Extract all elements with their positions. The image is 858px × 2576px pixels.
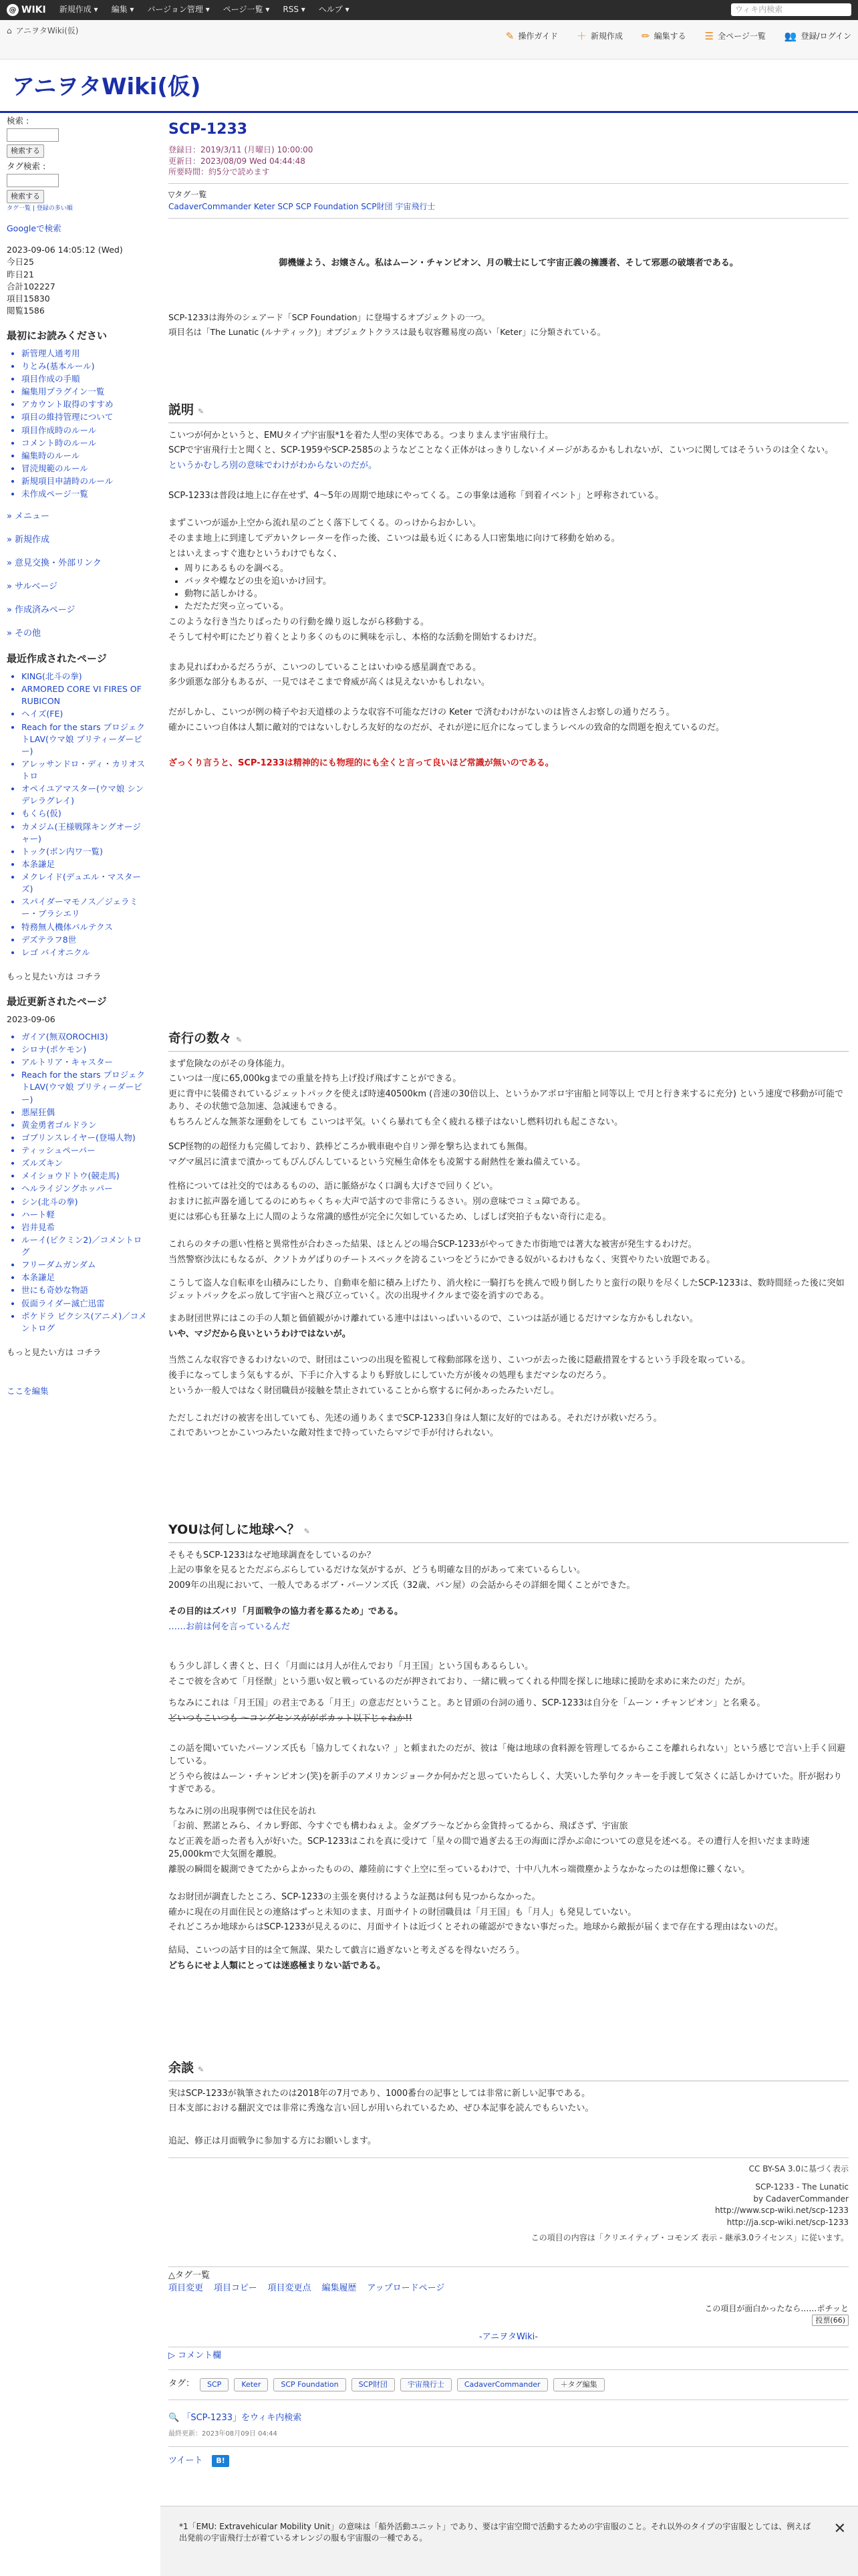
guide-icon: ✎ — [505, 30, 515, 42]
section-miracle — [168, 1030, 849, 1443]
list-item: • 動物に話しかける。 — [184, 588, 849, 601]
all-pages-button[interactable]: ☰ 全ページ一覧 — [705, 29, 766, 44]
intro-line: 項目名は「The Lunatic (ルナティック)」オブジェクトクラスは最も収容難易度の高い「Keter」に分類されている。 — [168, 327, 606, 338]
sidebar-section-other[interactable]: » その他 — [7, 628, 41, 638]
paragraph: もう少し詳しく書くと、曰く「月面には月人が住んでおり「月王国」という国もあるらしい。 — [168, 1661, 534, 1671]
paragraph: 離脱の瞬間を観測できてたからよかったものの、離陸前にすぐ上空に至っているわけで、十中八九木っ端微塵かようなかなったのは想像に難くない。 — [168, 1864, 750, 1875]
recent-updated-item[interactable]: • メイショウドトウ(競走馬) — [21, 1170, 147, 1182]
google-search-link[interactable]: Googleで検索 — [7, 223, 61, 234]
edit-sidebar-link[interactable]: ここを編集 — [7, 1386, 49, 1397]
sidebar — [7, 114, 147, 1397]
double-chevron-icon: » — [7, 511, 12, 522]
paragraph: そうして村や町にたどり着くとより多くのものに興味を示し、本格的な活動を開始するわけだ。 — [168, 632, 543, 642]
paragraph: こうして盗人な自転車を山積みにしたり、自動車を船に積み上げたり、消火栓に一騎打ちを挑んで殴り倒したりと蛮行の限りを尽くしたSCP-1233は、数時間経った後に突如ジェットパックをぶっ放して宇宙へと飛び立っていく。次の出現サイクルまで姿を消すのである。 — [168, 1278, 845, 1301]
recent-updated-item[interactable]: • 黄金勇者ゴルドラン — [21, 1119, 147, 1131]
recent-created-item[interactable]: • レゴ バイオニクル — [21, 947, 147, 959]
paragraph: まあ見ればわかるだろうが、こいつのしていることはいわゆる感星調査である。 — [168, 662, 482, 673]
plus-icon: ＋ — [577, 30, 587, 42]
recent-created-item[interactable]: • 本条謙足 — [21, 858, 147, 870]
paragraph: おまけに拡声器を通してるのにめちゃくちゃ大声で話すので非常にうるさい。別の意味でコミュ障である。 — [168, 1197, 585, 1207]
section-heading: YOUは何しに地球へ？ ✎ — [168, 1521, 849, 1543]
paragraph: 上記の事象を見るとただぶらぶらしているだけな気がするが、どうも明確な目的があって来ているらしい。 — [168, 1565, 585, 1576]
recent-updated-item[interactable]: • ルーイ(ピクミン2)／コメントログ — [21, 1234, 147, 1258]
recent-updated-item[interactable]: • ゴブリンスレイヤー(登場人物) — [21, 1132, 147, 1144]
paragraph: 実はSCP-1233が執筆されたのは2018年の7月であり、1000番台の記事としては非常に新しい記事である。 — [168, 2088, 591, 2099]
paragraph: それどころか地球からはSCP-1233が見えるのに、月面サイトは近づくとそれの確認ができない事だった。地球から敵振が届くまで存在する理由はないのだ。 — [168, 1922, 783, 1933]
tweet-button[interactable]: ツイート — [168, 2455, 203, 2466]
wiki-logo[interactable]: @ WIKI — [0, 3, 53, 17]
count-yesterday: 昨日21 — [7, 269, 34, 279]
paragraph: 性格については社交的ではあるものの、語に脈絡がなく口調も大げさで回りくどい。 — [168, 1181, 498, 1192]
recent-updated-item[interactable]: • アルトリア・キャスター — [21, 1056, 147, 1068]
comment-toggle[interactable]: ▷ コメント欄 — [168, 2347, 849, 2363]
double-chevron-icon: » — [7, 628, 12, 638]
recent-updated-item[interactable]: • 仮面ライダー滅亡迅雷 — [21, 1298, 147, 1310]
paragraph: もちろんどんな無茶な運動をしても こいつは平気。いくら暴れても全く疲れる様子はないし燃料切れも起こさない。 — [168, 1117, 623, 1127]
paragraph: 当然こんな収容できるわけないので、財団はこいつの出現を監視して稼動部隊を送り、こいつが去った後に隠蔽措置をするという手段を取っている。 — [168, 1355, 750, 1366]
sidebar-section-salvage[interactable]: » サルベージ — [7, 581, 58, 592]
paragraph: 追記、修正は月面戦争に参加する方にお願いします。 — [168, 2136, 376, 2147]
sidebar-section-new[interactable]: » 新規作成 — [7, 535, 49, 546]
recent-updated-item[interactable]: • ハート軽 — [21, 1209, 147, 1221]
first-read-item[interactable]: • アカウント取得のすすめ — [21, 398, 147, 411]
user-icon: 👥 — [784, 30, 797, 42]
section-extra — [168, 2059, 849, 2244]
list-icon: ☰ — [704, 30, 714, 42]
recent-updated-item[interactable]: • 世にも奇妙な物語 — [21, 1284, 147, 1296]
tag-list-link[interactable]: タグ一覧 | 登録の多い順 — [7, 205, 73, 213]
tag-button[interactable]: SCP — [200, 2378, 229, 2391]
recent-created-item[interactable]: • ヘイズ(FE) — [21, 708, 147, 720]
first-read-item[interactable]: • 編集時のルール — [21, 450, 147, 462]
footnote-text: *1「EMU: Extravehicular Mobility Unit」の意味は「船外活動ユニット」であり、要は宇宙空間で活動するための宇宙服のこと。それ以外のタイプの宇宙服としては、例えば出発前の宇宙飛行士が着ているオレンジの服も宇宙服の一種である。 — [179, 2522, 811, 2543]
paragraph: というかむしろ別の意味でわけがわからないのだが。 — [168, 461, 378, 471]
sidebar-search-input[interactable] — [7, 128, 59, 142]
tag-search-button[interactable]: 検索する — [7, 190, 44, 203]
sidebar-section-menu[interactable]: » メニュー — [7, 511, 49, 522]
recent-created-item[interactable]: • ARMORED CORE VI FIRES OF RUBICON — [21, 683, 147, 707]
double-chevron-icon: » — [7, 558, 12, 568]
first-read-item[interactable]: • 未作成ページ一覧 — [21, 488, 147, 500]
item-diff-link[interactable]: 項目変更点 — [267, 2282, 311, 2293]
vote-button[interactable]: 投票(66) — [812, 2315, 849, 2326]
tag-bar — [168, 2369, 849, 2391]
section-heading: 余談 ✎ — [168, 2059, 849, 2081]
paragraph: こいつは一度に65,000kgまでの重量を持ち上げ投げ飛ばすことができる。 — [168, 1074, 462, 1084]
first-read-item[interactable]: • 新管理人通考用 — [21, 348, 147, 360]
paragraph: マグマ風呂に漬まで漬かってもぴんぴんしているという究極生命体をも凌駕する耐熱性を兼ね備えている。 — [168, 1157, 586, 1167]
item-copy-link[interactable]: 項目コピー — [214, 2282, 257, 2293]
footnote-popup — [160, 2506, 858, 2576]
breadcrumb[interactable]: ⌂ アニヲタWiki(仮) — [7, 25, 79, 37]
paragraph: こいつが何かというと、EMUタイプ宇宙服*1を着た人型の実体である。つまりまんま宇宙飛行士。 — [168, 430, 554, 441]
paragraph: とはいえまっすぐ進むというわけでもなく、 — [168, 548, 342, 559]
more-created-link[interactable]: もっと見たい方は コチラ — [7, 971, 102, 981]
sidebar-section-created[interactable]: » 作成済みページ — [7, 604, 76, 615]
paragraph: 更に背中に装備されているジェットパックを使えば時速40500km (音速の30倍以上、というかアポロ宇宙船と同等以上 で月と行き来するに充分) という速度で移動が可能であり、その状態で急加速、急減速もできる。 — [168, 1089, 844, 1113]
sidebar-section-links[interactable]: » 意見交換・外部リンク — [7, 558, 102, 568]
recent-updated-item[interactable]: • ティッシュペーパー — [21, 1145, 147, 1157]
vote-prompt: この項目が面白かったなら……ポチッと — [704, 2303, 849, 2313]
tag-button[interactable]: 宇宙飛行士 — [400, 2378, 452, 2391]
first-read-heading: 最初にお読みください — [7, 330, 108, 342]
source-link[interactable]: http://ja.scp-wiki.net/scp-1233 — [726, 2217, 849, 2227]
paragraph: このような行き当たりばったりの行動を繰り返しながら移動する。 — [168, 616, 430, 627]
recent-created-item[interactable]: • もくら(仮) — [21, 808, 147, 820]
recent-created-item[interactable]: • 特務無人機体パルテクス — [21, 921, 147, 933]
section-heading: 説明 ✎ — [168, 401, 849, 423]
first-read-item[interactable]: • 新規項目申請時のルール — [21, 475, 147, 487]
tag-list-line[interactable]: CadaverCommander Keter SCP SCP Foundation SCP財団 宇宙飛行士 — [168, 201, 436, 211]
first-read-item[interactable]: • 冒涜規範のルール — [21, 463, 147, 475]
paragraph: そこで彼を含めて「月怪獣」という悪い奴と戦っているのだが押されており、一緒に戦ってくれる仲間を探しに地球に援助を求めに来たのだ」たが。 — [168, 1676, 751, 1687]
paragraph: 後手になってしまう気もするが、下手に介入するよりも野放しにしていた方が後々の処理もまだマシなのだろう。 — [168, 1370, 612, 1381]
updated-date: 更新日：2023/08/09 Wed 04:44:48 — [168, 156, 305, 166]
wiki-search-row[interactable]: 🔍 「SCP-1233」をウィキ内検索 — [168, 2399, 849, 2425]
site-subnav — [0, 20, 858, 60]
first-read-item[interactable]: • りとみ(基本ルール) — [21, 360, 147, 372]
upload-page-link[interactable]: アップロードページ — [367, 2282, 445, 2293]
page-title: SCP-1233 — [168, 121, 248, 138]
bookmark-button[interactable]: B! — [212, 2455, 229, 2467]
paragraph: そもそもSCP-1233はなぜ地球調査をしているのか？ — [168, 1550, 376, 1560]
paragraph: そのまま地上に到達してデカいクレーターを作った後、こいつは最も近くにある人口密集地に向けて移動を始める。 — [168, 533, 620, 544]
source-link[interactable]: http://www.scp-wiki.net/scp-1233 — [714, 2206, 849, 2216]
paragraph: だがしかし、こいつが例の椅子やお天道様のような収容不可能なだけの Keter で済むわけがないのは皆さんお察しの通りだろう。 — [168, 707, 675, 718]
license-line: by CadaverCommander — [753, 2194, 849, 2204]
recent-updated-item[interactable]: • ポケドラ ピクシス(アニメ)／コメントログ — [21, 1310, 147, 1334]
recent-updated-item[interactable]: • ガイア(無双OROCHI3) — [21, 1031, 147, 1043]
intro-line: SCP-1233は海外のシェアード「SCP Foundation」に登場するオブジェクトの一つ。 — [168, 312, 490, 322]
edit-section-icon[interactable]: ✎ — [198, 407, 204, 416]
behavior-list — [168, 563, 849, 613]
recent-created-heading: 最近作成されたページ — [7, 653, 107, 665]
recent-updated-item[interactable]: • シン(北斗の拳) — [21, 1196, 147, 1208]
section-why — [168, 1521, 849, 1976]
paragraph: この話を聞いていたパーソンズ氏も「協力してくれない？」と頼まれたのだが、彼は「俺は地球の食料源を管理してるからここを離れられない」という感じで言い上手く回避している。 — [168, 1744, 846, 1766]
tag-button[interactable]: Keter — [234, 2378, 268, 2391]
opening-quote: 御機嫌よう、お嬢さん。私はムーン・チャンピオン、月の戦士にして宇宙正義の擁護者、そして邪悪の破壊者である。 — [279, 258, 738, 269]
recent-created-item[interactable]: • Reach for the stars プロジェクトLAV(ウマ娘 プリティーダービー) — [21, 721, 147, 757]
recent-updated-item[interactable]: • 悪屋狂偶 — [21, 1106, 147, 1119]
paragraph: 確かにこいつ自体は人類に敵対的ではないしむしろ友好的なのだが、それが逆に厄介になってしまうレベルの致命的な問題を抱えているのだ。 — [168, 723, 725, 733]
paragraph: ……お前は何を言っているんだ — [168, 1621, 291, 1632]
count-items: 項目15830 — [7, 293, 50, 304]
paragraph: どうやら彼はムーン・チャンピオン(笑)を新手のアメリカンジョークか何かだと思っていたらしく、大笑いした挙句クッキーを手渡して気さくに話しかけていた。肝が据わりすぎである。 — [168, 1771, 843, 1794]
tag-label: タグ： — [168, 2379, 195, 2389]
paragraph: ちなみに別の出現事例では住民を訪れ — [168, 1806, 317, 1817]
article-main — [168, 114, 849, 341]
item-change-link[interactable]: 項目変更 — [168, 2282, 204, 2293]
reading-time: 所要時間：約5分で読めます — [168, 167, 270, 177]
paragraph: なお財団が調査したところ、SCP-1233の主張を裏付けるような証拠は何も見つからなかった。 — [168, 1891, 541, 1902]
edit-history-link[interactable]: 編集履歴 — [321, 2282, 357, 2293]
paragraph: 当然警察沙汰にもなるが、クソトカゲばりのチートスペックを誇るこいつをどうにかできる奴がいるわけもなく、実質やりたい放題である。 — [168, 1254, 716, 1265]
paragraph: 結局、こいつの話す目的は全て無謀、果たして戯言に過ぎないと考えざるを得ないだろう。 — [168, 1946, 525, 1956]
edit-section-icon[interactable]: ✎ — [236, 1036, 243, 1044]
paragraph: 「お前、黙諾とみら、イカレ野郎、今すぐでも構わねぇよ。金ダブラ〜などから金貨持ってるから、飛ばさず、宇宙旅 — [168, 1821, 628, 1832]
recent-created-item[interactable]: • アレッサンドロ・ディ・カリオストロ — [21, 758, 147, 782]
paragraph: 多少頭悪な部分もあるが、一見ではそこまで脅威が高くは見えないかもしれない。 — [168, 677, 490, 688]
menu-edit[interactable]: 編集 ▾ — [111, 5, 134, 15]
paragraph: 確かに現在の月面住民との連絡はずっと未知のまま、月面サイトの財団職員は「月王国」も「月人」も発見していない。 — [168, 1907, 637, 1917]
list-item: • バッタや蝶などの虫を追いかけ回す。 — [184, 576, 849, 588]
license-line: CC BY-SA 3.0に基づく表示 — [748, 2164, 849, 2174]
tag-search-label: タグ検索 : — [7, 161, 46, 172]
home-icon: ⌂ — [7, 26, 12, 35]
recent-created-item[interactable]: • スパイダーマモノス／ジェラミー・ブラシエリ — [21, 896, 147, 920]
close-icon[interactable]: ✕ — [833, 2521, 846, 2537]
bottom-tag-toggle[interactable]: △タグ一覧 — [168, 2270, 210, 2280]
title-bar — [0, 59, 858, 113]
recent-updated-item[interactable]: • Reach for the stars プロジェクトLAV(ウマ娘 プリティーダービー) — [21, 1069, 147, 1105]
paragraph: など正義を語った者も入が好いた。SCP-1233はこれを真に受けて「星々の間で過ぎ去る王の海面に浮かぶ命についての意見を述べる。その遭行人を担いだまま時速25,000kmで大気圏を離脱。 — [168, 1837, 810, 1860]
paragraph: SCP怪物的の超怪力も完備しており、鉄棒どころか戦車砲や自リン弾を撃ち込まれても無傷。 — [168, 1141, 533, 1152]
tag-edit-button[interactable]: ＋タグ編集 — [553, 2378, 605, 2391]
menu-rss[interactable]: RSS ▾ — [283, 5, 305, 15]
recent-updated-list — [7, 1031, 147, 1334]
paragraph: SCPで宇宙飛行士と聞くと、SCP-1959やSCP-2585のようなどことなく正体がはっきりしないイメージがあるかもしれないが、こいつに関してはそういうのは全くない。 — [168, 445, 834, 456]
tag-button[interactable]: SCP Foundation — [273, 2378, 345, 2391]
bottom-tools — [168, 2266, 849, 2468]
paragraph: その目的はズバリ「月面戦争の協力者を募るため」である。 — [168, 1607, 404, 1617]
logo-icon: @ — [7, 4, 19, 16]
paragraph: ただしこれだけの被害を出していても、先述の通りあくまでSCP-1233自身は人類に友好的ではある。それだけが救いだろう。 — [168, 1413, 662, 1423]
more-updated-link[interactable]: もっと見たい方は コチラ — [7, 1346, 102, 1357]
wiki-search-input[interactable]: ウィキ内検索 — [731, 3, 851, 16]
recent-updated-heading: 最近更新されたページ — [7, 996, 107, 1008]
menu-pages[interactable]: ページ一覧 ▾ — [223, 5, 270, 15]
section-explain — [168, 401, 849, 773]
first-read-item[interactable]: • 編集用プラグイン一覧 — [21, 386, 147, 398]
recent-updated-item[interactable]: • フリーダムガンダム — [21, 1259, 147, 1271]
paragraph: 日本支部における翻訳文では非常に秀逸な言い回しが用いられているため、ぜひ本記事を読んでもらいたい。 — [168, 2103, 594, 2114]
paragraph: これらのタチの悪い性格と異常性が合わさった結果、ほとんどの場合SCP-1233がやってきた市街地では著大な被害が発生するわけだ。 — [168, 1239, 697, 1250]
recent-updated-date: 2023-09-06 — [7, 1014, 55, 1024]
menu-version[interactable]: バージョン管理 ▾ — [147, 5, 210, 15]
recent-updated-item[interactable]: • ズルズキン — [21, 1157, 147, 1169]
site-footer-link[interactable]: -アニヲタWiki- — [479, 2331, 538, 2342]
last-updated: 最終更新：2023年08月09日 04:44 — [168, 2430, 277, 2438]
paragraph: まず危険なのがその身体能力。 — [168, 1058, 291, 1069]
edit-section-icon[interactable]: ✎ — [303, 1527, 310, 1536]
tag-list-toggle[interactable]: ▽タグ一覧 — [168, 190, 207, 200]
recent-updated-item[interactable]: • 本条謙足 — [21, 1272, 147, 1284]
tag-button[interactable]: CadaverCommander — [457, 2378, 548, 2391]
recent-updated-item[interactable]: • シロナ(ポケモン) — [21, 1044, 147, 1056]
recent-created-item[interactable]: • メクレイド(デュエル・マスターズ) — [21, 871, 147, 895]
paragraph: ちなみにこれは「月王国」の君主である「月王」の意志だということ。あと冒頭の台詞の通り、SCP-1233は自分を「ムーン・チャンピオン」と名乗る。 — [168, 1698, 766, 1709]
list-item: • ただただ突っ立っている。 — [184, 601, 849, 614]
paragraph: どいつもこいつも ～コングセンスががポカット以下じゃねか!! — [168, 1714, 412, 1724]
guide-button[interactable]: ✎ 操作ガイド — [506, 29, 558, 44]
current-date: 2023-09-06 14:05:12 (Wed) — [7, 245, 123, 255]
recent-updated-item[interactable]: • ヘルライジングホッパー — [21, 1183, 147, 1195]
paragraph: SCP-1233は普段は地上に存在せず、4〜5年の周期で地球にやってくる。この事象は通称「到着イベント」と呼称されている。 — [168, 491, 664, 501]
paragraph: というか一般人ではなく財団職員が接触を禁止されていることから察するに何かあったみたいだし。 — [168, 1385, 559, 1396]
edit-section-icon[interactable]: ✎ — [198, 2065, 204, 2074]
menu-help[interactable]: ヘルプ ▾ — [318, 5, 349, 15]
double-chevron-icon: » — [7, 535, 12, 546]
first-read-item[interactable]: • 項目作成時のルール — [21, 425, 147, 437]
search-label: 検索 : — [7, 116, 29, 126]
login-button[interactable]: 👥 登録/ログイン — [784, 29, 851, 44]
edit-button[interactable]: ✏ 編集する — [641, 29, 686, 44]
new-page-button[interactable]: ＋ 新規作成 — [577, 29, 623, 44]
first-read-item[interactable]: • コメント時のルール — [21, 437, 147, 449]
sidebar-search-button[interactable]: 検索する — [7, 144, 44, 158]
double-chevron-icon: » — [7, 604, 12, 615]
count-total: 合計102227 — [7, 281, 55, 291]
pencil-icon: ✏ — [641, 30, 650, 42]
count-today: 今日25 — [7, 257, 34, 267]
tag-search-input[interactable] — [7, 174, 59, 187]
paragraph: まあ財団世界にはこの手の人類と価値観がかけ離れている連中ははいっぱいいるので、こいつは話が通じるだけマシな方かもしれない。 — [168, 1314, 698, 1324]
recent-created-item[interactable]: • KING(北斗の拳) — [21, 671, 147, 683]
site-title[interactable]: アニヲタWiki(仮) — [12, 74, 201, 100]
recent-created-item[interactable]: • トック(ボン内ワ一覧) — [21, 846, 147, 858]
paragraph: これであいつとかこいつみたいな敵対性まで持っていたらマジで手が付けられない。 — [168, 1428, 499, 1439]
paragraph: どちらにせよ人類にとっては迷惑極まりない話である。 — [168, 1961, 386, 1972]
recent-created-item[interactable]: • デズテラフ8世 — [21, 934, 147, 946]
search-icon: 🔍 — [168, 2412, 180, 2423]
double-chevron-icon: » — [7, 581, 12, 592]
paragraph: まずこいつが遥か上空から流れ星のごとく落下してくる。のっけからおかしい。 — [168, 517, 481, 528]
first-read-list — [7, 348, 147, 501]
paragraph: 更には邪心も狂暴な上に人間のような常識的感性が完全に欠如しているため、しばしば突拍子もない奇行に走る。 — [168, 1212, 611, 1223]
first-read-item[interactable]: • 項目の維持管理について — [21, 411, 147, 423]
count-views: 閲覧1586 — [7, 305, 45, 316]
recent-created-list — [7, 671, 147, 959]
list-item: • 周りにあるものを調べる。 — [184, 563, 849, 576]
recent-updated-item[interactable]: • 岩井見希 — [21, 1221, 147, 1234]
registered-date: 登録日：2019/3/11 (月曜日) 10:00:00 — [168, 144, 313, 154]
recent-created-item[interactable]: • オペイユアマスター(ウマ娘 シンデレラグレイ) — [21, 783, 147, 807]
section-heading: 奇行の数々 ✎ — [168, 1030, 849, 1052]
paragraph: ざっくり言うと、SCP-1233は精神的にも物理的にも全くと言って良いほど常識が無いのである。 — [168, 757, 554, 768]
menu-new[interactable]: 新規作成 ▾ — [59, 5, 98, 15]
tag-button[interactable]: SCP財団 — [351, 2378, 395, 2391]
license-notice: この項目の内容は「クリエイティブ・コモンズ 表示 - 継承3.0ライセンス」に従います。 — [531, 2233, 849, 2243]
paragraph: いや、マジだから良いというわけではないが。 — [168, 1329, 351, 1340]
first-read-item[interactable]: • 項目作成の手順 — [21, 373, 147, 385]
license-line: SCP-1233 - The Lunatic — [755, 2182, 849, 2192]
recent-created-item[interactable]: • カメジム(王様戦隊キングオージャー) — [21, 821, 147, 845]
paragraph: 2009年の出現において、一般人であるボブ・パーソンズ氏（32歳、バン屋）の会話からその詳細を聞くことができた。 — [168, 1580, 635, 1591]
global-topbar — [0, 0, 858, 20]
